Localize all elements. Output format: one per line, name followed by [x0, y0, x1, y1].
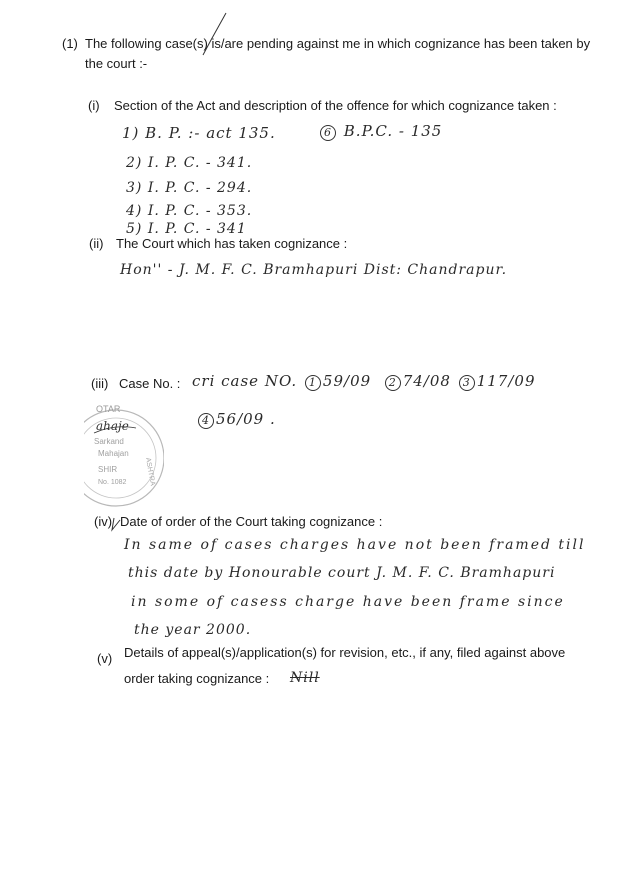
item-number: (1) — [62, 36, 78, 51]
court-label: The Court which has taken cognizance : — [116, 236, 348, 251]
svg-text:ahaje: ahaje — [96, 419, 129, 433]
svg-text:OTAR: OTAR — [96, 404, 121, 414]
item-1-text: The following case(s) is/are pending against me in which cognizance has been taken by — [85, 36, 591, 51]
svg-text:Mahajan: Mahajan — [98, 449, 129, 458]
sub-item-number: (v) — [97, 651, 113, 666]
appeal-label-cont: order taking cognizance : — [124, 671, 270, 686]
svg-text:SHIR: SHIR — [98, 465, 118, 474]
date-answer-line: In same of cases charges have not been framed till — [124, 537, 586, 553]
case-no-answer: cri case NO. 1 59/09 2 74/08 3 117/09 — [192, 372, 536, 390]
appeal-label: Details of appeal(s)/application(s) for revision, etc., if any, filed against above — [124, 645, 566, 660]
sub-item-number: (ii) — [89, 236, 104, 251]
case-no-label: Case No. : — [119, 376, 181, 391]
date-answer-line: in some of casess charge have been frame since — [131, 594, 565, 610]
offence-entry: 3) I. P. C. - 294. — [126, 180, 253, 196]
sub-item-number: (iii) — [91, 376, 109, 391]
date-label: Date of order of the Court taking cognizance : — [120, 514, 383, 529]
sub-item-number: (iv) — [94, 514, 113, 529]
court-answer: Hon'' - J. M. F. C. Bramhapuri Dist: Chandrapur. — [120, 262, 508, 278]
official-stamp — [84, 398, 164, 518]
appeal-answer: Nill — [290, 670, 320, 686]
sub-item-number: (i) — [88, 98, 100, 113]
offence-entry: 2) I. P. C. - 341. — [126, 155, 253, 171]
offence-entry: 4) I. P. C. - 353. — [126, 203, 253, 219]
section-label: Section of the Act and description of the offence for which cognizance taken : — [114, 98, 557, 113]
offence-entry: 5) I. P. C. - 341 — [126, 221, 247, 237]
item-1-text-cont: the court :- — [85, 56, 148, 71]
svg-text:Sarkand: Sarkand — [94, 437, 124, 446]
svg-text:No. 1082: No. 1082 — [98, 479, 127, 486]
svg-text:ASHTRA: ASHTRA — [144, 457, 156, 487]
date-answer-line: the year 2000. — [134, 622, 252, 638]
offence-entry-6: 6 B.P.C. - 135 — [318, 122, 442, 141]
offence-entry: 1) B. P. :- act 135. — [122, 124, 276, 142]
date-answer-line: this date by Honourable court J. M. F. C. Bramhapuri — [128, 565, 556, 581]
case-no-answer-cont: 4 56/09 . — [196, 410, 276, 429]
